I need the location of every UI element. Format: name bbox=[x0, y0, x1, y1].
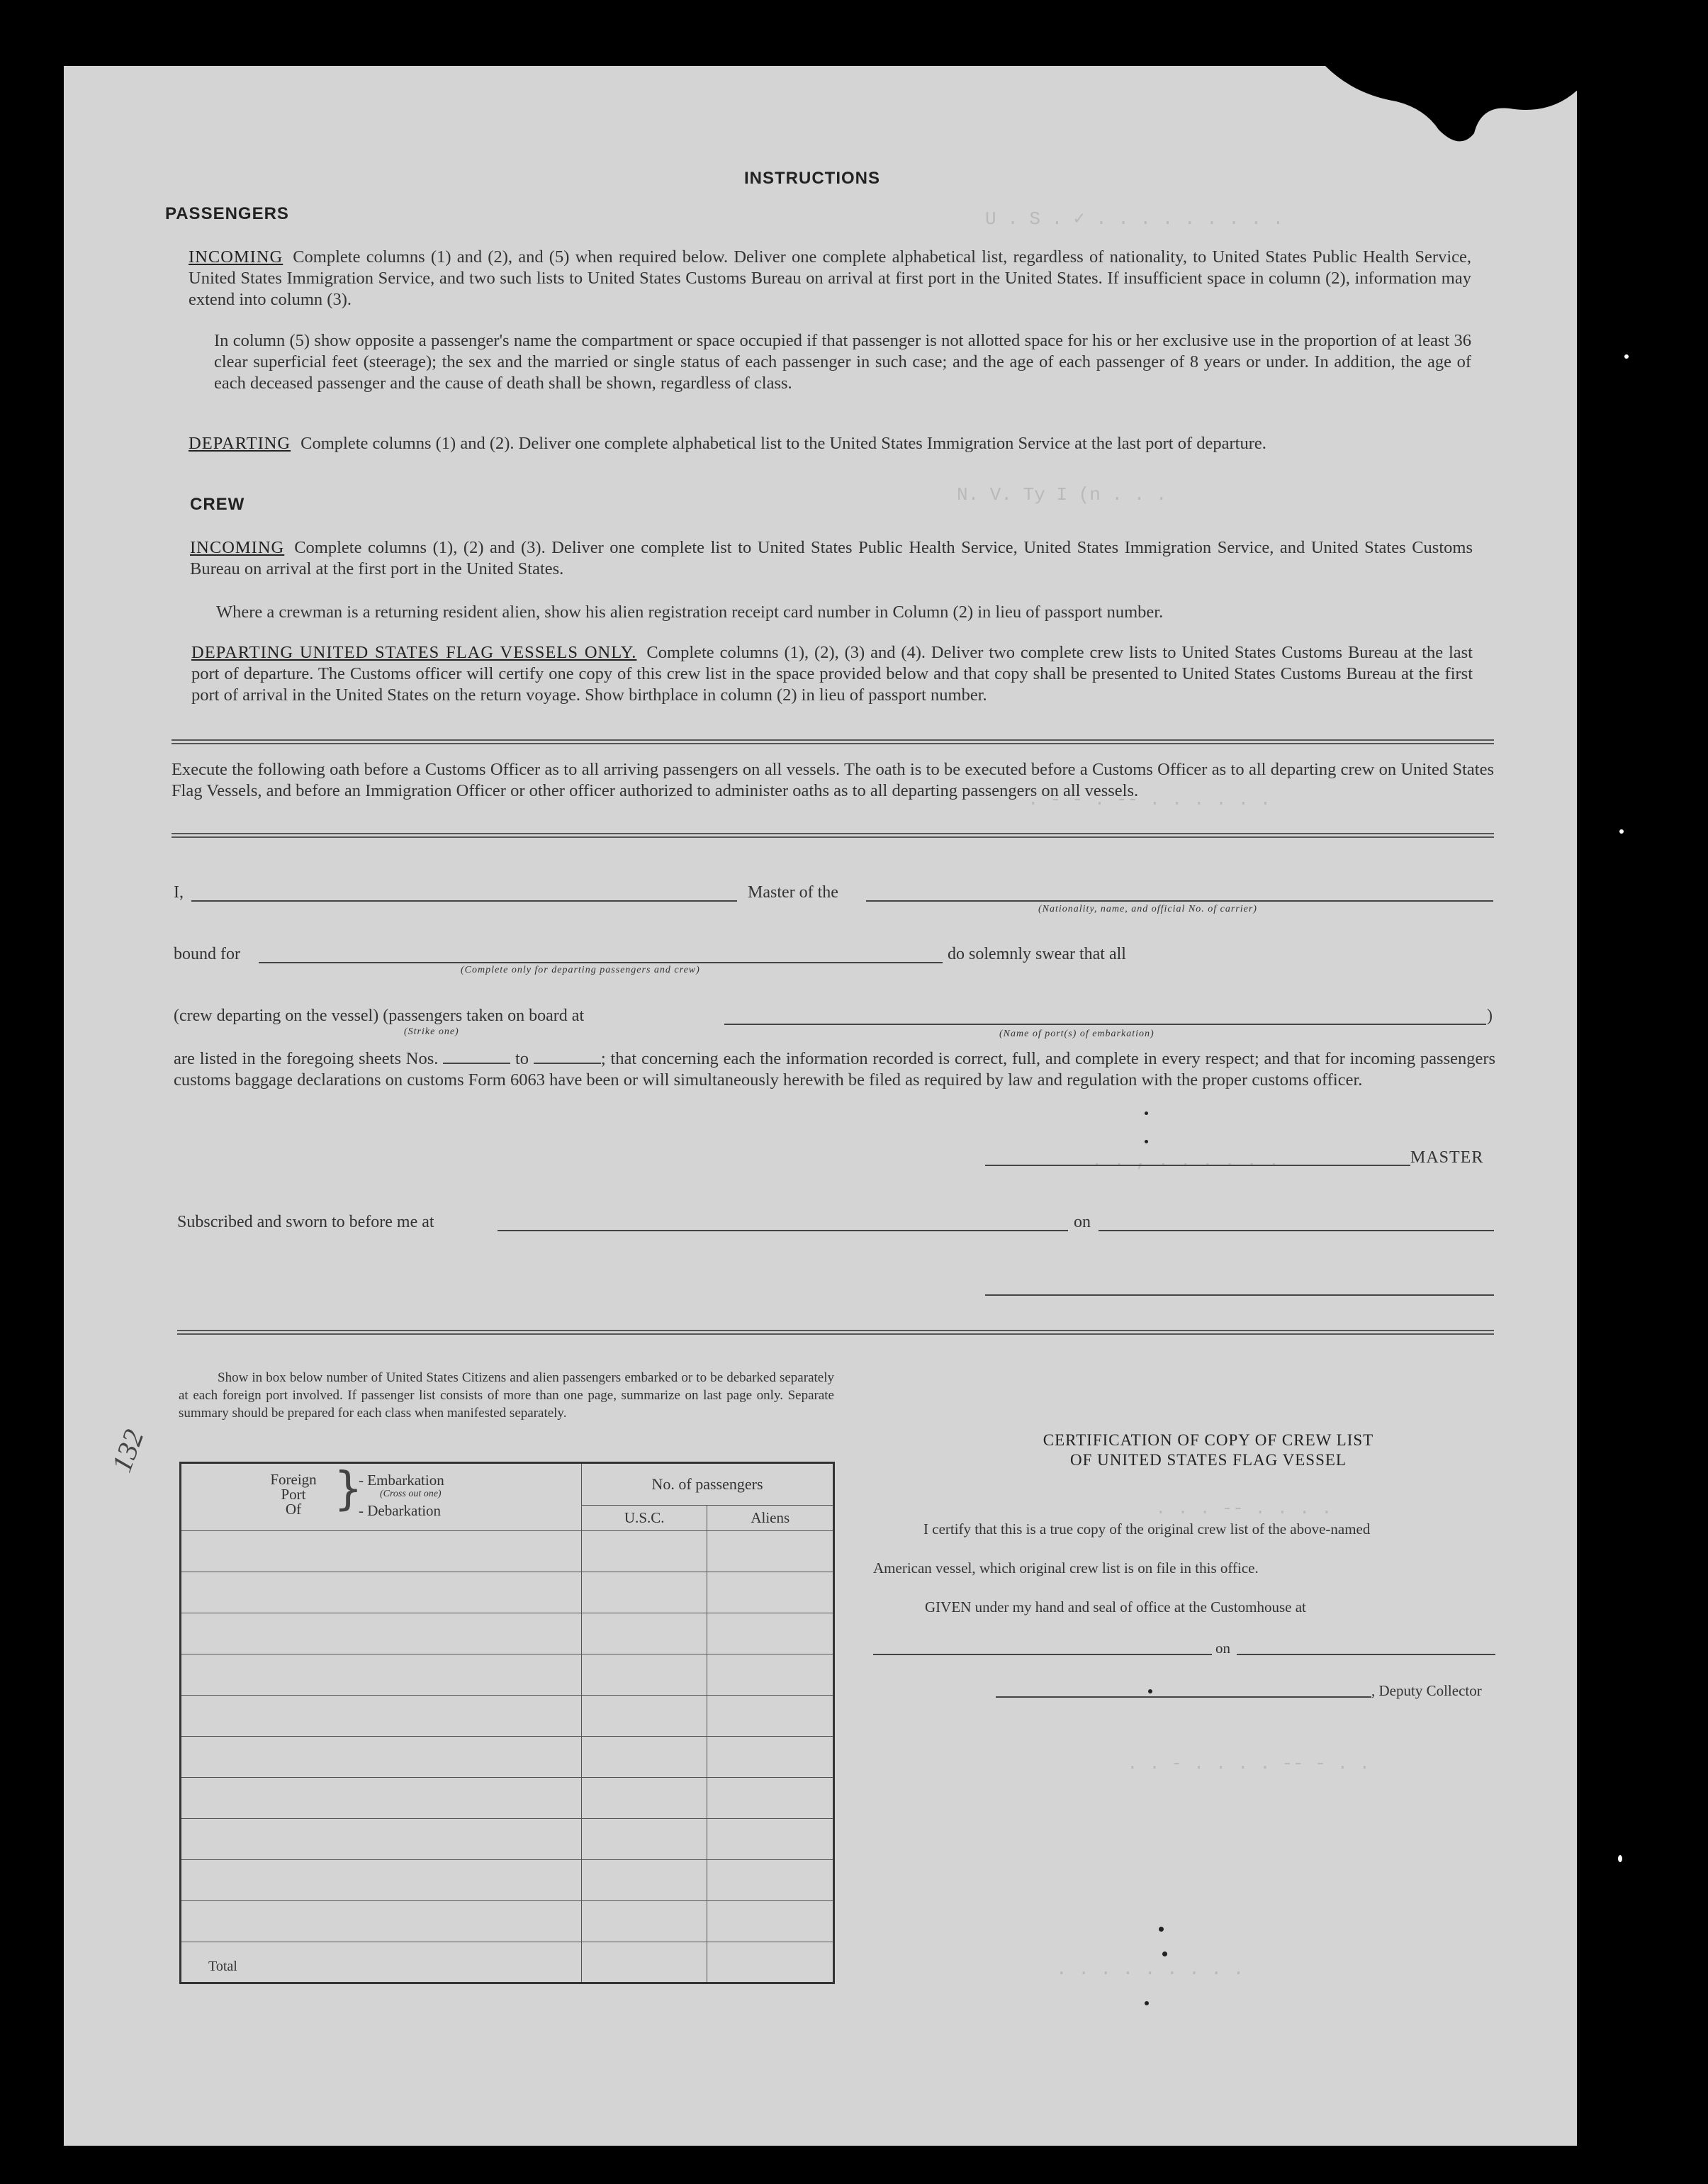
master-signature-field[interactable] bbox=[985, 1165, 1410, 1166]
port-cell[interactable] bbox=[181, 1737, 582, 1778]
oath-intro: Execute the following oath before a Customs Officer as to all arriving passengers on all vessels. The oath is to be executed before a Customs Officer as to all departing crew on United States Flag Vessels, and before an Immigration Officer or other officer authorized to administer oaths as to all departing passengers on all vessels. bbox=[172, 760, 1494, 800]
bleed-through-text: . - - . -- . . . . . . bbox=[1028, 789, 1271, 810]
summary-instructions: Show in box below number of United States Citizens and alien passengers embarked or to be debarked separately at each foreign port involved. If passenger list consists of more than one page, summarize on last page only. Separate summary should be prepared for each class when manifested separately. bbox=[179, 1370, 834, 1421]
table-row bbox=[181, 1778, 834, 1819]
port-cell[interactable] bbox=[181, 1901, 582, 1942]
col-port-line1: Foreign bbox=[270, 1471, 317, 1488]
speck bbox=[1162, 1951, 1167, 1956]
speck bbox=[1159, 1927, 1164, 1932]
table-row bbox=[181, 1613, 834, 1654]
usc-header: U.S.C. bbox=[582, 1506, 707, 1531]
table-row bbox=[181, 1901, 834, 1942]
port-cell[interactable] bbox=[181, 1696, 582, 1737]
divider bbox=[177, 1330, 1494, 1335]
cross-out-caption: (Cross out one) bbox=[380, 1489, 442, 1499]
usc-cell[interactable] bbox=[582, 1737, 707, 1778]
aliens-cell[interactable] bbox=[707, 1860, 834, 1901]
aliens-header: Aliens bbox=[707, 1506, 834, 1531]
speck bbox=[1145, 1111, 1148, 1115]
passengers-departing-label: DEPARTING bbox=[189, 434, 291, 453]
bleed-through-text: N. V. Ty I (n . . . bbox=[957, 484, 1167, 505]
carrier-field[interactable] bbox=[866, 900, 1493, 902]
passengers-incoming-label: INCOMING bbox=[189, 247, 283, 267]
port-header-cell bbox=[181, 1463, 582, 1531]
aliens-cell[interactable] bbox=[707, 1531, 834, 1572]
usc-cell[interactable] bbox=[582, 1778, 707, 1819]
subscribed-label: Subscribed and sworn to before me at bbox=[177, 1213, 434, 1231]
speck bbox=[1145, 2001, 1149, 2005]
aliens-cell[interactable] bbox=[707, 1696, 834, 1737]
sheet-to-field[interactable] bbox=[534, 1063, 601, 1064]
speck bbox=[1148, 1689, 1152, 1693]
port-cell[interactable] bbox=[181, 1531, 582, 1572]
given-text: GIVEN under my hand and seal of office at the Customhouse at bbox=[925, 1598, 1306, 1615]
cert-title-line2: OF UNITED STATES FLAG VESSEL bbox=[1070, 1451, 1347, 1469]
embarkation-label: - Embarkation bbox=[359, 1472, 444, 1489]
usc-cell[interactable] bbox=[582, 1654, 707, 1696]
crew-incoming bbox=[190, 537, 1473, 580]
certify-line1: I certify that this is a true copy of the original crew list of the above-named bbox=[923, 1521, 1371, 1538]
crew-heading: CREW bbox=[190, 495, 245, 514]
crew-departing-text: (crew departing on the vessel) (passengers taken on board at bbox=[174, 1007, 585, 1025]
sworn-date-field[interactable] bbox=[1099, 1230, 1494, 1231]
divider bbox=[172, 833, 1494, 838]
port-cell[interactable] bbox=[181, 1819, 582, 1860]
speck bbox=[1145, 1140, 1148, 1143]
bleed-through-text: U . S . ✓ . . . . . . . . . bbox=[985, 208, 1284, 230]
brace: } bbox=[334, 1463, 363, 1516]
aliens-cell[interactable] bbox=[707, 1819, 834, 1860]
usc-total-cell[interactable] bbox=[582, 1942, 707, 1983]
divider bbox=[172, 739, 1494, 744]
foreign-port-of bbox=[265, 1472, 322, 1517]
page-title: INSTRUCTIONS bbox=[744, 169, 880, 188]
passengers-departing bbox=[189, 433, 1471, 454]
crew-departing bbox=[191, 642, 1473, 706]
table-row bbox=[181, 1942, 834, 1983]
usc-cell[interactable] bbox=[582, 1819, 707, 1860]
aliens-cell[interactable] bbox=[707, 1778, 834, 1819]
side-note: 132 bbox=[105, 1425, 150, 1477]
usc-cell[interactable] bbox=[582, 1613, 707, 1654]
bound-for-label: bound for bbox=[174, 945, 240, 963]
crew-incoming-label: INCOMING bbox=[190, 538, 285, 557]
usc-cell[interactable] bbox=[582, 1901, 707, 1942]
listed-part1: are listed in the foregoing sheets Nos. bbox=[174, 1049, 439, 1068]
usc-cell[interactable] bbox=[582, 1696, 707, 1737]
swear-text: do solemnly swear that all bbox=[948, 945, 1126, 963]
sheet-from-field[interactable] bbox=[443, 1063, 510, 1064]
bleed-through-text: . . . -- . . . . bbox=[1155, 1498, 1332, 1519]
crew-incoming-text: Complete columns (1), (2) and (3). Deliver one complete list to United States Public Health Service, United States Immigration Service, and United States Customs Bureau on arrival at the first port in the United States. bbox=[190, 538, 1473, 578]
passengers-column5: In column (5) show opposite a passenger's name the compartment or space occupied if that passenger is not allotted space for his or her exclusive use in the proportion of at least 36 clear superficial feet (steerage); the sex and the married or single status of each passenger in such case; and the age of each passenger of 8 years or under. In addition, the age of each deceased passenger and the cause of death shall be shown, regardless of class. bbox=[214, 331, 1471, 393]
bound-for-field[interactable] bbox=[259, 962, 943, 963]
bleed-through-text: . . , . . . . . . bbox=[1091, 1150, 1280, 1172]
passengers-incoming bbox=[189, 247, 1471, 310]
aliens-total-cell[interactable] bbox=[707, 1942, 834, 1983]
aliens-cell[interactable] bbox=[707, 1901, 834, 1942]
aliens-cell[interactable] bbox=[707, 1613, 834, 1654]
passengers-incoming-text: Complete columns (1) and (2), and (5) when required below. Deliver one complete alphabetical list, regardless of nationality, to United States Public Health Service, United States Immigration Service, and two such lists to United States Customs Bureau on arrival at first port in the United States. If insufficient space in column (2), information may extend into column (3). bbox=[189, 247, 1471, 309]
officer-signature-field[interactable] bbox=[985, 1294, 1494, 1296]
certification-title bbox=[943, 1430, 1474, 1470]
aliens-cell[interactable] bbox=[707, 1654, 834, 1696]
bleed-through-text: . . - . . . . -- - . . bbox=[1127, 1753, 1371, 1774]
usc-cell[interactable] bbox=[582, 1572, 707, 1613]
embarkation-port-field[interactable] bbox=[724, 1024, 1486, 1025]
form-sheet bbox=[64, 66, 1577, 2146]
sworn-on-label: on bbox=[1074, 1213, 1091, 1231]
master-name-field[interactable] bbox=[191, 900, 737, 902]
table-row bbox=[181, 1696, 834, 1737]
certify-line2: American vessel, which original crew list is on file in this office. bbox=[873, 1559, 1259, 1577]
port-cell[interactable] bbox=[181, 1572, 582, 1613]
cert-title-line1: CERTIFICATION OF COPY OF CREW LIST bbox=[1043, 1431, 1374, 1449]
oath-listed bbox=[174, 1048, 1495, 1091]
sworn-place-field[interactable] bbox=[498, 1230, 1068, 1231]
speck bbox=[1619, 829, 1624, 834]
cert-on-label: on bbox=[1215, 1640, 1230, 1657]
aliens-cell[interactable] bbox=[707, 1572, 834, 1613]
port-caption: (Name of port(s) of embarkation) bbox=[999, 1029, 1154, 1039]
passengers-heading: PASSENGERS bbox=[165, 204, 289, 223]
strike-caption: (Strike one) bbox=[404, 1026, 459, 1037]
master-label: MASTER bbox=[1410, 1148, 1484, 1167]
col-port-line2: Port bbox=[281, 1486, 306, 1503]
listed-to: to bbox=[515, 1049, 529, 1068]
table-row bbox=[181, 1860, 834, 1901]
total-label: Total bbox=[181, 1942, 582, 1983]
close-paren: ) bbox=[1487, 1007, 1493, 1025]
usc-cell[interactable] bbox=[582, 1860, 707, 1901]
usc-cell[interactable] bbox=[582, 1531, 707, 1572]
crew-departing-text: Complete columns (1), (2), (3) and (4). Deliver two complete crew lists to United States Customs Bureau at the last port of departure. The Customs officer will certify one copy of this crew list in the space provided below and that copy shall be presented to United States Customs Bureau at the first port of arrival in the United States on the return voyage. Show birthplace in column (2) in lieu of passport number. bbox=[191, 643, 1473, 705]
customhouse-field[interactable] bbox=[873, 1654, 1212, 1655]
cert-date-field[interactable] bbox=[1237, 1654, 1495, 1655]
port-cell[interactable] bbox=[181, 1778, 582, 1819]
crew-departing-label: DEPARTING UNITED STATES FLAG VESSELS ONLY. bbox=[191, 643, 637, 662]
passenger-summary-table bbox=[179, 1462, 835, 1984]
port-cell[interactable] bbox=[181, 1613, 582, 1654]
crew-alien: Where a crewman is a returning resident alien, show his alien registration receipt card number in Column (2) in lieu of passport number. bbox=[216, 603, 1164, 622]
deputy-signature-field[interactable] bbox=[996, 1696, 1371, 1698]
table-row bbox=[181, 1654, 834, 1696]
deputy-collector-label: , Deputy Collector bbox=[1371, 1682, 1482, 1699]
master-of-the: Master of the bbox=[748, 883, 838, 902]
speck bbox=[1624, 354, 1629, 359]
aliens-cell[interactable] bbox=[707, 1737, 834, 1778]
table-row bbox=[181, 1572, 834, 1613]
debarkation-label: - Debarkation bbox=[359, 1502, 442, 1519]
table-row bbox=[181, 1531, 834, 1572]
passengers-departing-text: Complete columns (1) and (2). Deliver one complete alphabetical list to the United States Immigration Service at the last port of departure. bbox=[300, 434, 1266, 453]
bound-caption: (Complete only for departing passengers and crew) bbox=[461, 965, 700, 975]
nationality-caption: (Nationality, name, and official No. of carrier) bbox=[1038, 904, 1257, 914]
bleed-through-text: . . . . . . . . . bbox=[1056, 1959, 1245, 1980]
col-port-line3: Of bbox=[285, 1501, 302, 1518]
table-row bbox=[181, 1819, 834, 1860]
speck bbox=[1618, 1855, 1622, 1862]
table-row bbox=[181, 1737, 834, 1778]
port-cell[interactable] bbox=[181, 1860, 582, 1901]
port-cell[interactable] bbox=[181, 1654, 582, 1696]
oath-i-label: I, bbox=[174, 883, 184, 902]
no-passengers-header: No. of passengers bbox=[582, 1463, 834, 1506]
listed-text: ; that concerning each the information recorded is correct, full, and complete in every respect; and that for incoming passengers customs baggage declarations on customs Form 6063 have been or will simultaneously herewith be filed as required by law and regulation with the proper customs officer. bbox=[174, 1049, 1496, 1090]
torn-corner bbox=[1269, 66, 1577, 151]
